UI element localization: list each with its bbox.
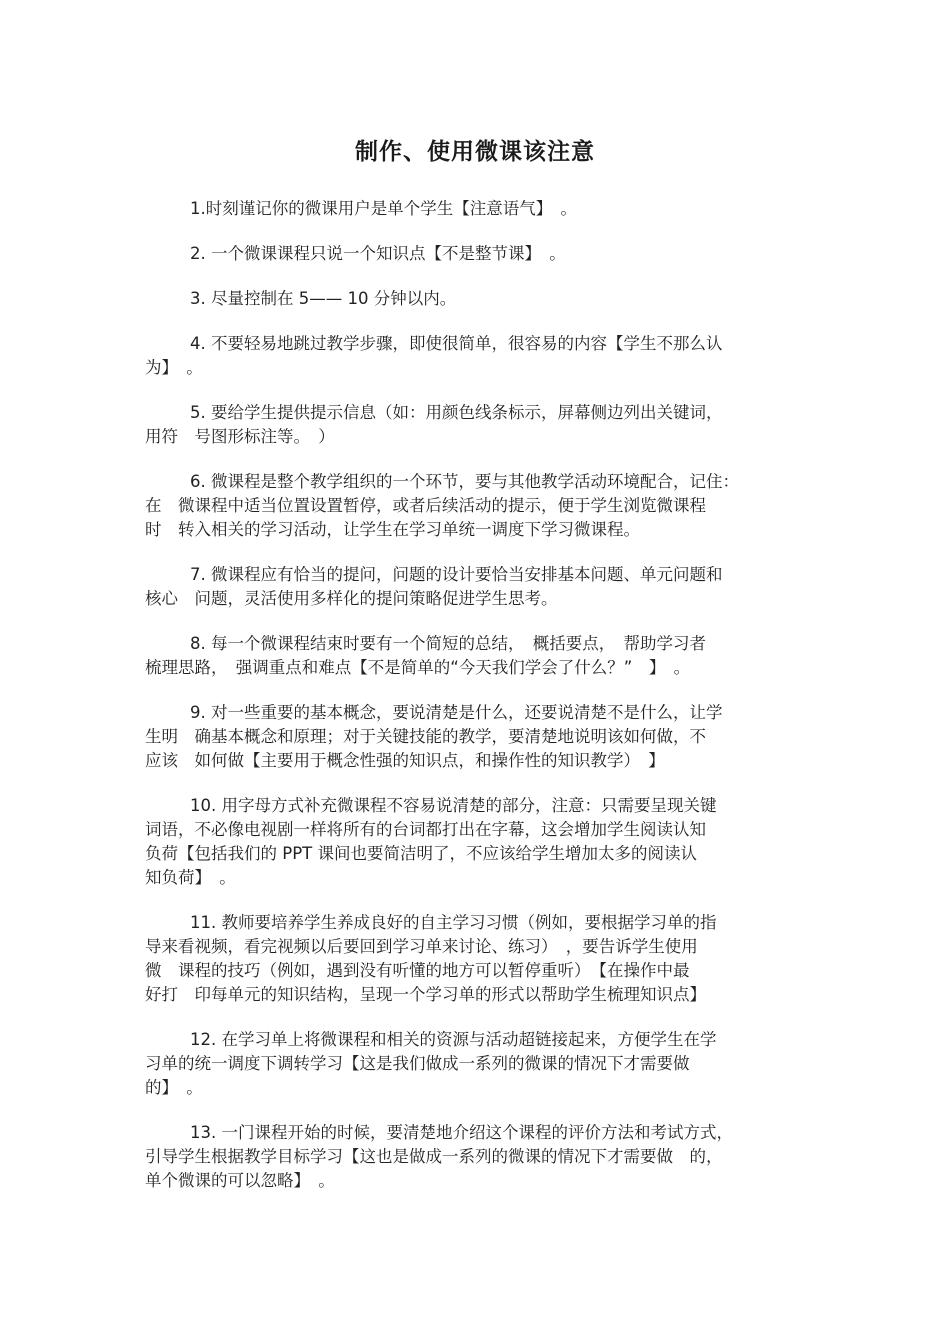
paragraph-9: 9. 对一些重要的基本概念，要说清楚是什么，还要说清楚不是什么，让学 生明 确基本概念和原理；对于关键技能的教学，要清楚地说明该如何做，不 应该 如何做【主要用于概念性强的知识点，和操作性的知识教学） 】	[145, 703, 723, 770]
paragraph-6: 6. 微课程是整个教学组织的一个环节，要与其他教学活动环境配合，记住： 在 微课程中适当位置设置暂停，或者后续活动的提示，便于学生浏览微课程 时 转入相关的学习活动，让学生在学习单统一调度下学习微课程。	[145, 472, 739, 539]
paragraph-2: 2. 一个微课课程只说一个知识点【不是整节课】 。	[190, 244, 566, 263]
paragraph-7: 7. 微课程应有恰当的提问，问题的设计要恰当安排基本问题、单元问题和 核心 问题，灵活使用多样化的提问策略促进学生思考。	[145, 565, 723, 608]
document-body	[145, 197, 807, 1214]
paragraph-13: 13. 一门课程开始的时候，要清楚地介绍这个课程的评价方法和考试方式， 引导学生根据教学目标学习【这也是做成一系列的微课的情况下才需要做 的， 单个微课的可以忽略】 。	[145, 1123, 733, 1190]
paragraph-10: 10. 用字母方式补充微课程不容易说清楚的部分，注意：只需要呈现关键 词语，不必像电视剧一样将所有的台词都打出在字幕，这会增加学生阅读认知 负荷【包括我们的 PPT 课间也要简洁明了，不应该给学生增加太多的阅读认 知负荷】 。	[145, 796, 717, 887]
paragraph-4: 4. 不要轻易地跳过教学步骤，即使很简单，很容易的内容【学生不那么认 为】 。	[145, 334, 723, 377]
paragraph-11: 11. 教师要培养学生养成良好的自主学习习惯（例如，要根据学习单的指 导来看视频，看完视频以后要回到学习单来讨论、练习） ，要告诉学生使用 微 课程的技巧（例如，遇到没有听懂的地方可以暂停重听） 【在操作中最 好打 印每单元的知识结构，呈现一个学习单的形式以帮助学生梳理知识点】	[145, 913, 717, 1004]
paragraph-5: 5. 要给学生提供提示信息（如：用颜色线条标示，屏幕侧边列出关键词， 用符 号图形标注等。 ）	[145, 403, 723, 446]
paragraph-12: 12. 在学习单上将微课程和相关的资源与活动超链接起来，方便学生在学 习单的统一调度下调转学习【这是我们做成一系列的微课的情况下才需要做 的】 。	[145, 1030, 717, 1097]
paragraph-8: 8. 每一个微课程结束时要有一个简短的总结， 概括要点， 帮助学习者 梳理思路， 强调重点和难点【不是简单的“今天我们学会了什么？” 】 。	[145, 634, 706, 677]
paragraph-1: 1.时刻谨记你的微课用户是单个学生【注意语气】 。	[190, 199, 577, 218]
document-title: 制作、使用微课该注意	[355, 139, 595, 165]
paragraph-3: 3. 尽量控制在 5—— 10 分钟以内。	[190, 289, 457, 308]
